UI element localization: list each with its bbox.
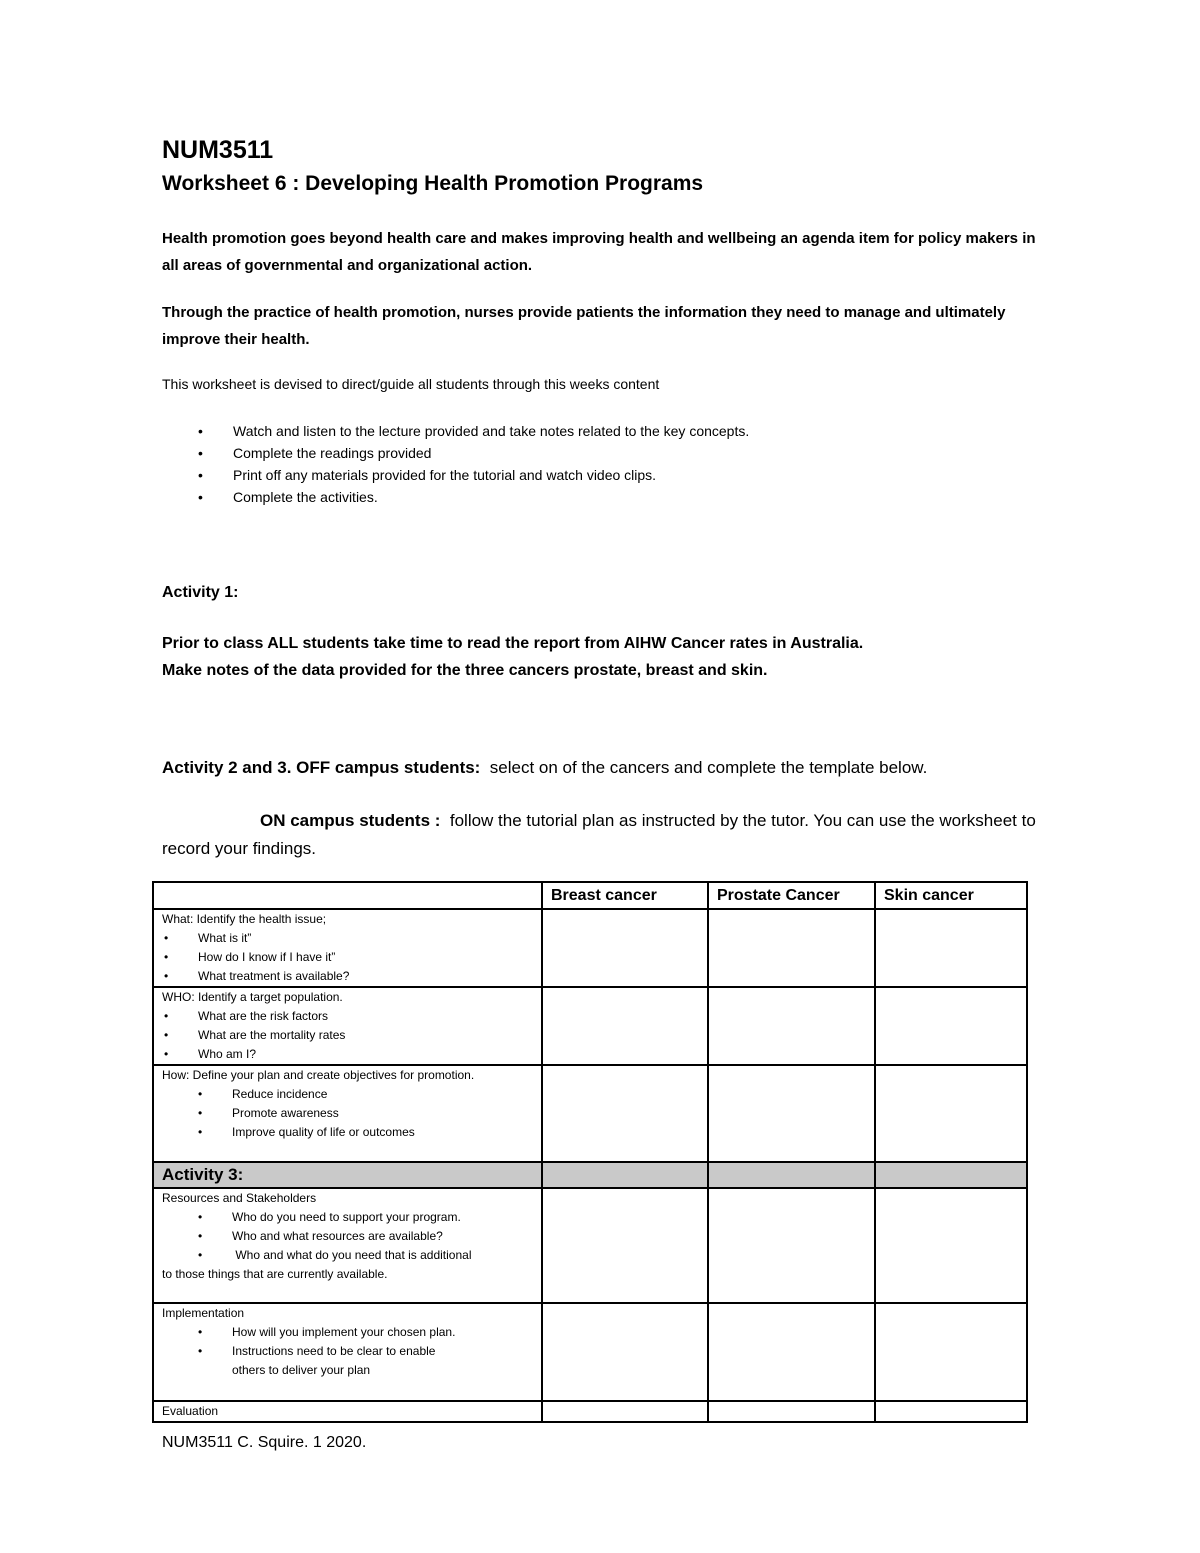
list-item: • Who am I? — [162, 1045, 541, 1064]
table-header-row — [153, 882, 1027, 909]
list-item: • Complete the readings provided — [162, 442, 749, 464]
list-item: • Who do you need to support your program. — [162, 1208, 541, 1227]
worksheet-title: Worksheet 6 : Developing Health Promotion Programs — [162, 172, 704, 195]
intro-paragraph-1: Health promotion goes beyond health care and makes improving health and wellbeing an agenda item for policy makers in all areas of governmental and organizational action. — [162, 230, 1036, 274]
column-header-breast: Breast cancer — [542, 882, 708, 909]
cell-resources-breast[interactable] — [542, 1188, 708, 1303]
list-item: • What treatment is available? — [162, 967, 541, 986]
activity-1-line-1: Prior to class ALL students take time to read the report from AIHW Cancer rates in Australia. — [162, 635, 864, 652]
intro-paragraph-2: Through the practice of health promotion, nurses provide patients the information they need to manage and ultimately improve their health. — [162, 304, 1006, 348]
list-item: • Print off any materials provided for the tutorial and watch video clips. — [162, 464, 749, 486]
list-item: • Who and what do you need that is additional — [162, 1246, 541, 1265]
table-row-evaluation — [153, 1401, 1027, 1422]
cell-resources-skin[interactable] — [875, 1188, 1027, 1303]
cell-who-skin[interactable] — [875, 987, 1027, 1065]
cell-what-skin[interactable] — [875, 909, 1027, 987]
list-item: • Instructions need to be clear to enable others to deliver your plan — [162, 1342, 462, 1380]
list-item: • Promote awareness — [162, 1104, 541, 1123]
on-campus-instructions — [162, 807, 1052, 863]
list-item: • Who and what resources are available? — [162, 1227, 541, 1246]
list-item: • How will you implement your chosen plan. — [162, 1323, 462, 1342]
cell-implementation-prostate[interactable] — [708, 1303, 875, 1401]
column-header-skin: Skin cancer — [875, 882, 1027, 909]
intro-paragraph-3: This worksheet is devised to direct/guide all students through this weeks content — [162, 376, 660, 392]
list-item: • Improve quality of life or outcomes — [162, 1123, 541, 1142]
activity-2-instructions — [162, 758, 927, 778]
list-item: • What are the mortality rates — [162, 1026, 541, 1045]
cell-who-breast[interactable] — [542, 987, 708, 1065]
column-header-blank — [153, 882, 542, 909]
cell-evaluation-breast[interactable] — [542, 1401, 708, 1422]
off-campus-text: select on of the cancers and complete the template below. — [480, 758, 928, 777]
row-label-who: WHO: Identify a target population. • What are the risk factors • What are the mortality rates • Who am I? — [153, 987, 542, 1065]
on-campus-text: follow the tutorial plan as instructed by the tutor. You can use the worksheet to record your findings. — [162, 811, 1041, 858]
activity-1-text — [162, 630, 1062, 684]
row-label-what: What: Identify the health issue; • What is it” • How do I know if I have it” • What treatment is available? — [153, 909, 542, 987]
health-promotion-template-table — [152, 881, 1028, 1423]
list-item: • How do I know if I have it” — [162, 948, 541, 967]
activity-2-heading: Activity 2 and 3. OFF campus students: — [162, 758, 481, 777]
row-label-resources: Resources and Stakeholders • Who do you need to support your program. • Who and what resources are available? • Who and what do you need that is additional to those things that are currently available. — [153, 1188, 542, 1303]
cell-how-prostate[interactable] — [708, 1065, 875, 1162]
activity-3-cell — [542, 1162, 708, 1188]
list-item: • What are the risk factors — [162, 1007, 541, 1026]
activity-3-label: Activity 3: — [153, 1162, 542, 1188]
table-row-resources — [153, 1188, 1027, 1303]
column-header-prostate: Prostate Cancer — [708, 882, 875, 909]
table-row-who — [153, 987, 1027, 1065]
activity-3-cell — [875, 1162, 1027, 1188]
cell-what-prostate[interactable] — [708, 909, 875, 987]
list-item: • Reduce incidence — [162, 1085, 541, 1104]
list-item: • What is it” — [162, 929, 541, 948]
cell-implementation-skin[interactable] — [875, 1303, 1027, 1401]
cell-implementation-breast[interactable] — [542, 1303, 708, 1401]
table-row-implementation — [153, 1303, 1027, 1401]
cell-what-breast[interactable] — [542, 909, 708, 987]
resources-continuation: to those things that are currently available. — [162, 1267, 388, 1281]
activity-3-cell — [708, 1162, 875, 1188]
cell-evaluation-skin[interactable] — [875, 1401, 1027, 1422]
task-list — [162, 420, 749, 508]
table-row-how — [153, 1065, 1027, 1162]
list-item: • Watch and listen to the lecture provided and take notes related to the key concepts. — [162, 420, 749, 442]
activity-1-line-2: Make notes of the data provided for the three cancers prostate, breast and skin. — [162, 662, 768, 679]
row-label-evaluation: Evaluation — [153, 1401, 542, 1422]
on-campus-heading: ON campus students : — [260, 811, 441, 830]
cell-evaluation-prostate[interactable] — [708, 1401, 875, 1422]
course-code: NUM3511 — [162, 136, 274, 164]
page-footer: NUM3511 C. Squire. 1 2020. — [162, 1434, 367, 1451]
cell-how-breast[interactable] — [542, 1065, 708, 1162]
table-row-what — [153, 909, 1027, 987]
activity-1-heading: Activity 1: — [162, 584, 239, 601]
table-row-activity-3 — [153, 1162, 1027, 1188]
row-label-how: How: Define your plan and create objectives for promotion. • Reduce incidence • Promote awareness • Improve quality of life or outcomes — [153, 1065, 542, 1162]
cell-who-prostate[interactable] — [708, 987, 875, 1065]
cell-resources-prostate[interactable] — [708, 1188, 875, 1303]
list-item: • Complete the activities. — [162, 486, 749, 508]
cell-how-skin[interactable] — [875, 1065, 1027, 1162]
row-label-implementation: Implementation • How will you implement your chosen plan. • Instructions need to be clear to enable others to deliver your plan — [153, 1303, 542, 1401]
